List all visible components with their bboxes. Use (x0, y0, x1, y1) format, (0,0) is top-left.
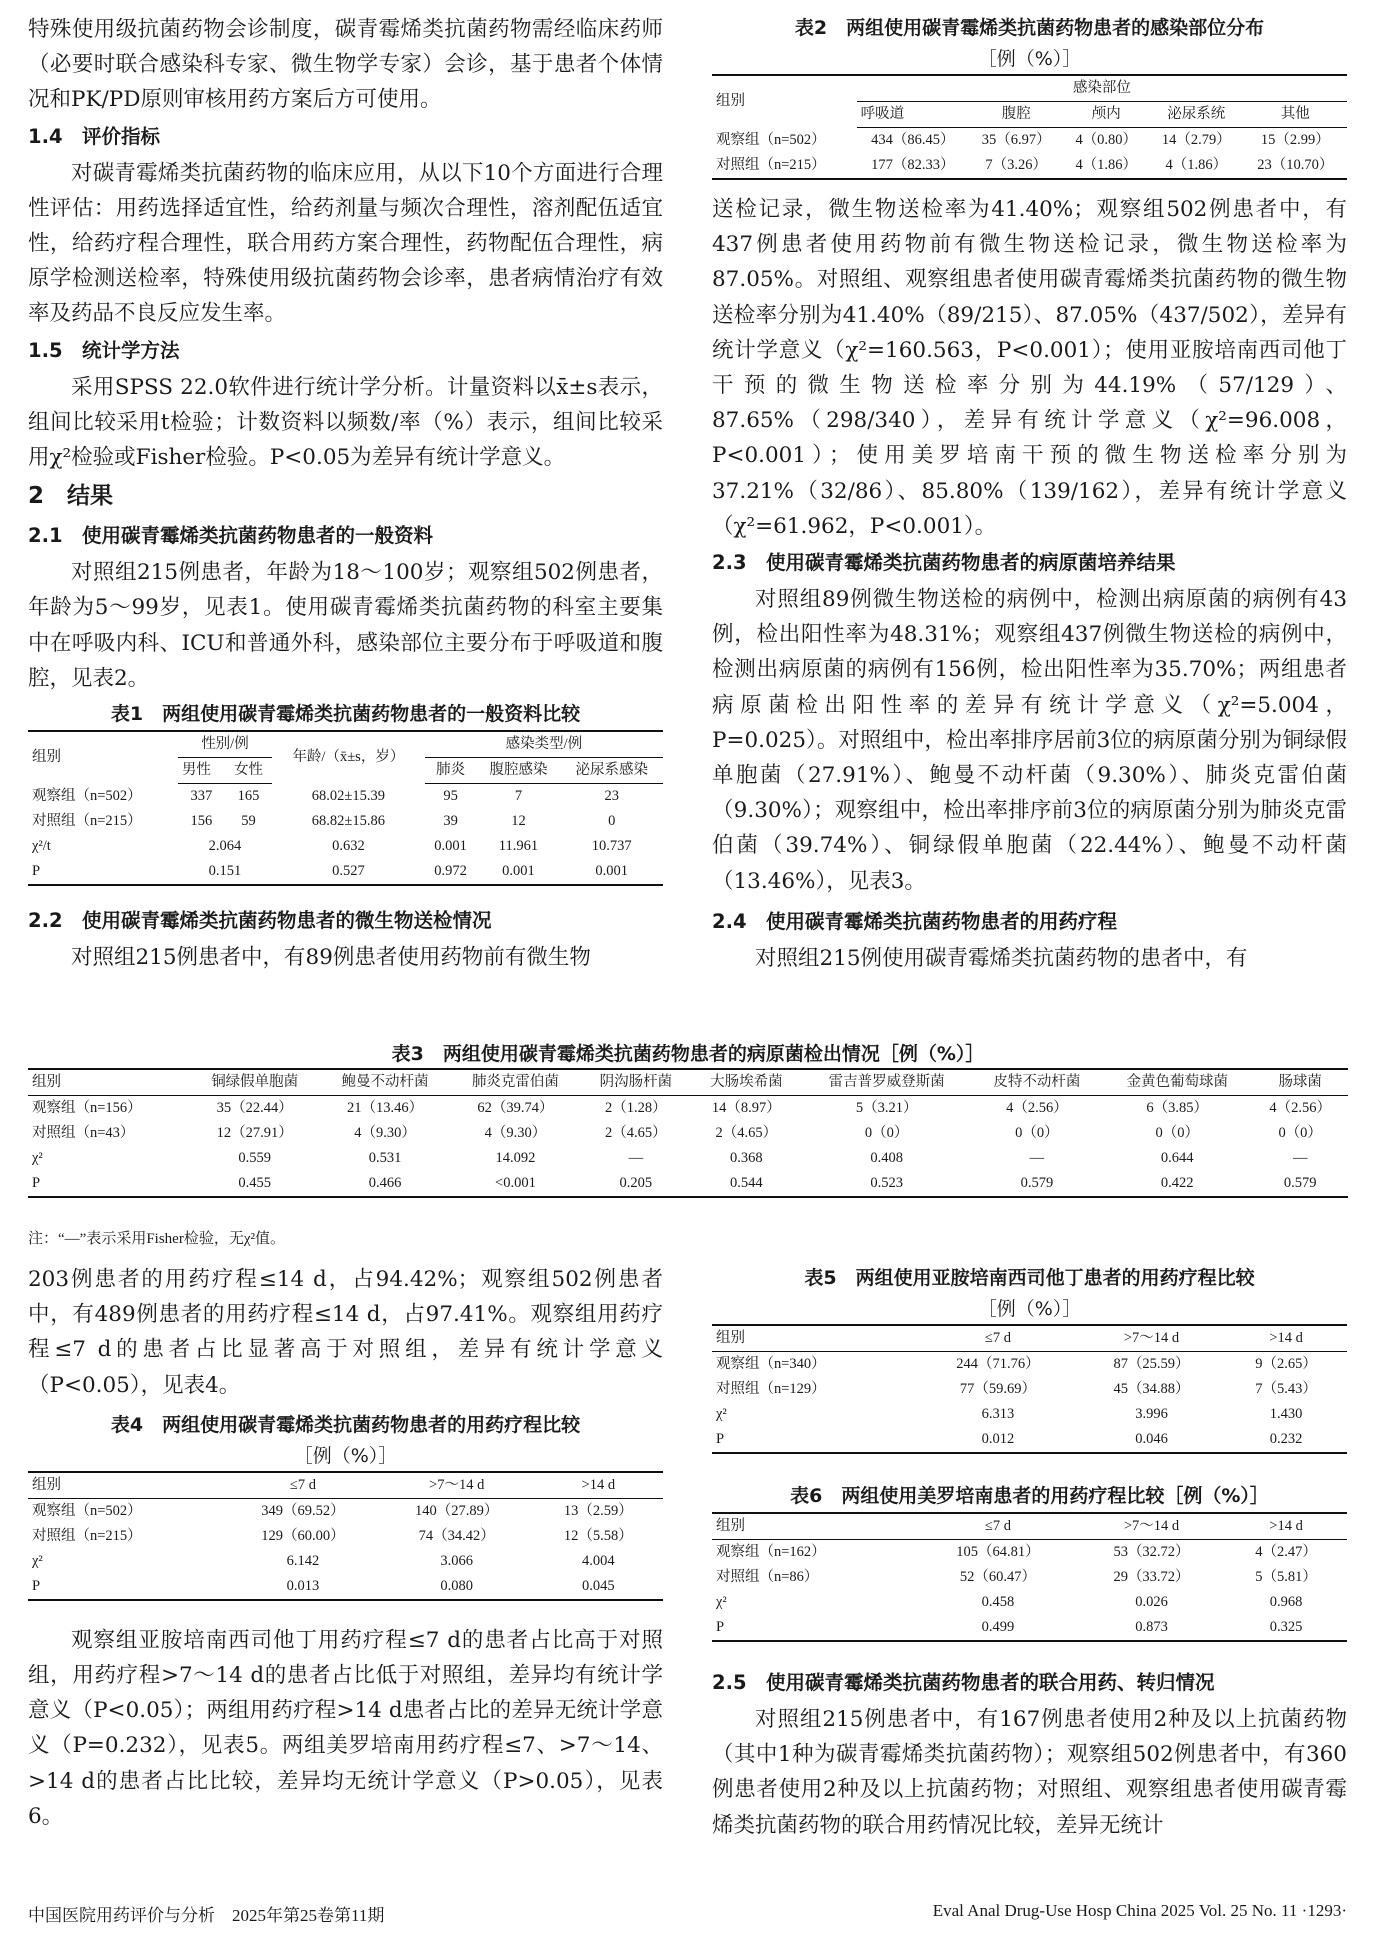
table-cell: 4（0.80） (1075, 132, 1138, 148)
table-row (28, 834, 663, 859)
table-row (712, 1615, 1347, 1641)
table-cell: 62（39.74） (477, 1100, 554, 1116)
paragraph: 对照组215例患者中，有89例患者使用药物前有微生物 (71, 945, 591, 971)
table2-unit: ［例（%）］ (977, 48, 1082, 70)
table-header: >14 d (1225, 1513, 1347, 1540)
footer-journal: 中国医院用药评价与分析 2025年第25卷第11期 (28, 1906, 385, 1925)
table-cell: 观察组（n=502） (32, 1502, 142, 1519)
table-cell: 165 (237, 788, 260, 805)
table-cell: 68.82±15.86 (311, 813, 385, 830)
table-header: 组别 (28, 1472, 226, 1499)
table-cell: 0.012 (918, 1427, 1078, 1453)
table4 (28, 1471, 663, 1601)
table-cell: 3.066 (440, 1552, 474, 1569)
table-cell: 0（0） (1015, 1125, 1059, 1141)
table-cell: 观察组（n=502） (32, 787, 142, 804)
table-cell: 0.046 (1078, 1427, 1225, 1453)
table-cell: χ²/t (32, 838, 51, 855)
table-cell: 77（59.69） (959, 1381, 1036, 1397)
table-header: 雷吉普罗威登斯菌 (802, 1069, 972, 1096)
table-cell: 52（60.47） (959, 1569, 1036, 1585)
table-cell: 2.064 (208, 838, 242, 855)
table-cell: 0.559 (238, 1150, 271, 1166)
table-header: 颅内 (1063, 102, 1149, 128)
table-row (28, 784, 663, 810)
table-cell: 7 (514, 788, 523, 805)
table-header: 肺炎克雷伯菌 (450, 1069, 580, 1096)
table-cell: — (1292, 1150, 1308, 1166)
paragraph: 对碳青霉烯类抗菌药物的临床应用，从以下10个方面进行合理性评估：用药选择适宜性，给药剂量与频次合理性，溶剂配伍适宜性，给药疗程合理性，联合用药方案合理性，药物配伍合理性，病原学检测送检率，特殊使用级抗菌药物会诊率，患者病情治疗有效率及药品不良反应发生率。 (28, 160, 663, 327)
paragraph: 特殊使用级抗菌药物会诊制度，碳青霉烯类抗菌药物需经临床药师（必要时联合感染科专家、微生物学专家）会诊，基于患者个体情况和PK/PD原则审核用药方案后方可使用。 (28, 17, 663, 113)
table-header: 肺炎 (425, 758, 477, 784)
table-header: 组别 (28, 731, 178, 784)
table-cell: 6（3.85） (1146, 1100, 1209, 1116)
table-cell: 68.02±15.39 (311, 787, 385, 804)
table-cell: 35（6.97） (981, 132, 1051, 148)
table-header: 感染类型/例 (425, 731, 663, 758)
table6-caption: 表6 两组使用美罗培南患者的用药疗程比较［例（%）］ (790, 1485, 1269, 1507)
table-cell: 15（2.99） (1260, 132, 1330, 148)
table-cell: 0.632 (332, 838, 365, 855)
table-cell: 74（34.42） (418, 1527, 495, 1544)
table-header: 组别 (28, 1069, 190, 1096)
table-cell: 14（2.79） (1161, 132, 1231, 148)
table-row (28, 1574, 663, 1600)
table-cell: 0（0） (1278, 1125, 1322, 1141)
table-cell: 0.455 (190, 1171, 320, 1197)
table-cell: 2（4.65） (605, 1125, 667, 1141)
table-cell: 129（60.00） (261, 1527, 345, 1544)
table-cell: 244（71.76） (956, 1356, 1040, 1372)
table-cell: 0.013 (226, 1574, 380, 1600)
table-cell: 0.644 (1160, 1150, 1194, 1166)
table4-unit: ［例（%）］ (293, 1444, 398, 1467)
table-cell: 观察组（n=502） (716, 131, 826, 148)
table-header: >7～14 d (380, 1472, 534, 1499)
table-header: 铜绿假单胞菌 (190, 1069, 320, 1096)
table-cell: 0 (608, 813, 616, 830)
table-cell: 4（2.56） (1006, 1100, 1068, 1116)
table-cell: 对照组（n=215） (712, 153, 857, 179)
paragraph: 对照组215例患者，年龄为18～100岁；观察组502例患者，年龄为5～99岁，见表1。使用碳青霉烯类抗菌药物的科室主要集中在呼吸内科、ICU和普通外科，感染部位主要分布于呼吸道和腹腔，见表2。 (28, 560, 663, 691)
table-cell: P (28, 1574, 226, 1600)
table-cell: 2（1.28） (605, 1100, 667, 1116)
left-column (28, 12, 663, 975)
table-cell: 4.004 (581, 1552, 615, 1569)
table5-caption: 表5 两组使用亚胺培南西司他丁患者的用药疗程比较 (804, 1267, 1255, 1289)
table-row (28, 859, 663, 885)
table-cell: 对照组（n=86） (716, 1569, 819, 1585)
table-cell: χ² (32, 1552, 43, 1569)
paragraph: 对照组215例患者中，有167例患者使用2种及以上抗菌药物（其中1种为碳青霉烯类抗菌药物）；观察组502例患者中，有360例患者使用2种及以上抗菌药物；对照组、观察组患者使用碳青霉烯类抗菌药物的联合用药情况比较，差异无统计 (712, 1707, 1347, 1838)
table-cell: — (1029, 1150, 1045, 1166)
table5-unit: ［例（%）］ (977, 1298, 1082, 1320)
table-cell: 0.001 (560, 859, 663, 885)
table-header: 组别 (712, 1325, 918, 1352)
paragraph: 对照组89例微生物送检的病例中，检测出病原菌的病例有43例，检出阳性率为48.31%；观察组437例微生物送检的病例中，检测出病原菌的病例有156例，检出阳性率为35.70%；两组患者病原菌检出阳性率的差异有统计学意义（χ²=5.004，P=0.025）。对照组中，检出率排序居前3位的病原菌分别为铜绿假单胞菌（27.91%）、鲍曼不动杆菌（9.30%）、肺炎克雷伯菌（9.30%）；观察组中，检出率排序前3位的病原菌分别为肺炎克雷伯菌（39.74%）、铜绿假单胞菌（22.44%）、鲍曼不动杆菌（13.46%），见表3。 (712, 587, 1347, 894)
table-cell: 对照组（n=215） (32, 813, 142, 830)
section-heading: 2.5 使用碳青霉烯类抗菌药物患者的联合用药、转归情况 (712, 1671, 1215, 1694)
table4-caption: 表4 两组使用碳青霉烯类抗菌药物患者的用药疗程比较 (110, 1413, 581, 1436)
table-cell: 0.232 (1225, 1427, 1347, 1453)
table-cell: 10.737 (591, 838, 632, 855)
table-header: ≤7 d (918, 1325, 1078, 1352)
table-cell: P (712, 1427, 918, 1453)
table-cell: 87（25.59） (1113, 1356, 1190, 1372)
table3-caption: 表3 两组使用碳青霉烯类抗菌药物患者的病原菌检出情况［例（%）］ (391, 1043, 985, 1065)
table-cell: 0.325 (1225, 1615, 1347, 1641)
table3-note: 注：“—”表示采用Fisher检验，无χ²值。 (28, 1231, 285, 1247)
table-row (28, 1096, 1348, 1122)
table-cell: P (712, 1615, 918, 1641)
table-cell: 3.996 (1135, 1406, 1168, 1422)
table-cell: 29（33.72） (1113, 1569, 1190, 1585)
table-cell: 0.972 (425, 859, 477, 885)
table-cell: 14.092 (495, 1150, 536, 1166)
table-cell: 0.151 (178, 859, 272, 885)
table-cell: 0.544 (691, 1171, 801, 1197)
section-heading: 2.4 使用碳青霉烯类抗菌药物患者的用药疗程 (712, 909, 1118, 933)
table-header: >14 d (1225, 1325, 1347, 1352)
table-cell: 0.368 (730, 1150, 763, 1166)
table-header: 组别 (712, 1513, 918, 1540)
table-row (28, 1549, 663, 1574)
table2-caption: 表2 两组使用碳青霉烯类抗菌药物患者的感染部位分布 (794, 17, 1265, 39)
table-cell: 13（2.59） (563, 1502, 633, 1519)
section-heading: 1.4 评价指标 (28, 124, 161, 148)
table-cell: 14（8.97） (711, 1100, 781, 1116)
table-header: 男性 (178, 758, 225, 784)
table-cell: 0.458 (981, 1594, 1015, 1610)
table-header: 感染部位 (857, 75, 1347, 102)
table-cell: 0.026 (1135, 1594, 1168, 1610)
table-header: 腹腔 (969, 102, 1064, 128)
table-cell: 23（10.70） (1244, 153, 1347, 179)
table-cell: P (28, 859, 178, 885)
table-cell: 5（5.81） (1255, 1569, 1317, 1585)
table-cell: 12 (511, 813, 526, 830)
table-cell: 7（3.26） (969, 153, 1064, 179)
table-cell: 23 (604, 788, 619, 805)
table-cell: 0.968 (1269, 1594, 1303, 1610)
paragraph: 203例患者的用药疗程≤14 d，占94.42%；观察组502例患者中，有489例患者的用药疗程≤14 d，占97.41%。观察组用药疗程≤7 d的患者占比显著高于对照组，差异有统计学意义（P<0.05），见表4。 (28, 1267, 663, 1398)
table-cell: 21（13.46） (347, 1100, 424, 1116)
table-cell: 4（1.86） (1063, 153, 1149, 179)
table-cell: 12（27.91） (216, 1125, 293, 1141)
table-header: 年龄/（x̄±s，岁） (272, 731, 425, 784)
section-heading: 2.2 使用碳青霉烯类抗菌药物患者的微生物送检情况 (28, 909, 492, 933)
table-cell: 0.045 (534, 1574, 663, 1600)
table-cell: χ² (32, 1150, 43, 1166)
table3 (28, 1068, 1348, 1198)
paragraph: 送检记录，微生物送检率为41.40%；观察组502例患者中，有437例患者使用药物前有微生物送检记录，微生物送检率为87.05%。对照组、观察组患者使用碳青霉烯类抗菌药物的微生物送检率分别为41.40%（89/215）、87.05%（437/502），差异有统计学意义（χ²=160.563，P<0.001）；使用亚胺培南西司他丁干预的微生物送检率分别为44.19%（57/129）、87.65%（298/340），差异有统计学意义（χ²=96.008，P<0.001）；使用美罗培南干预的微生物送检率分别为37.21%（32/86）、85.80%（139/162），差异有统计学意义（χ²=61.962，P<0.001）。 (712, 197, 1347, 539)
table-cell: 0.422 (1102, 1171, 1252, 1197)
table-header: 组别 (712, 75, 857, 128)
table-cell: 105（64.81） (956, 1544, 1040, 1560)
table-header: 大肠埃希菌 (691, 1069, 801, 1096)
table-cell: 4（9.30） (484, 1125, 547, 1141)
table-header: >14 d (534, 1472, 663, 1499)
table-cell: 对照组（n=215） (32, 1527, 142, 1544)
table-row (712, 1377, 1347, 1402)
table-row (28, 1121, 1348, 1146)
table-header: ≤7 d (226, 1472, 380, 1499)
paragraph: 观察组亚胺培南西司他丁用药疗程≤7 d的患者占比高于对照组，用药疗程>7～14 d的患者占比低于对照组，差异均有统计学意义（P<0.05）；两组用药疗程>14 d患者占比的差异无统计学意义（P=0.232），见表5。两组美罗培南用药疗程≤7、>7～14、>14 d的患者占比比较，差异均无统计学意义（P>0.05），见表6。 (28, 1627, 663, 1829)
paragraph: 采用SPSS 22.0软件进行统计学分析。计量资料以x̄±s表示，组间比较采用t检验；计数资料以频数/率（%）表示，组间比较采用χ²检验或Fisher检验。P<0.05为差异有统计学意义。 (28, 374, 663, 471)
lower-left-column (28, 1262, 663, 1834)
table2 (712, 74, 1347, 180)
table-cell: 对照组（n=43） (32, 1125, 135, 1141)
table-cell: 7（5.43） (1255, 1381, 1317, 1397)
section-heading: 2.3 使用碳青霉烯类抗菌药物患者的病原菌培养结果 (712, 551, 1176, 575)
table-cell: 5（3.21） (855, 1100, 918, 1116)
table-cell: 0.408 (870, 1150, 903, 1166)
table-cell: 0.579 (972, 1171, 1102, 1197)
table-cell: 0.205 (581, 1171, 691, 1197)
table-header: 女性 (225, 758, 272, 784)
table-cell: 1.430 (1269, 1406, 1303, 1422)
paragraph: 对照组215例使用碳青霉烯类抗菌药物的患者中，有 (755, 945, 1248, 971)
table1-caption: 表1 两组使用碳青霉烯类抗菌药物患者的一般资料比较 (110, 703, 581, 726)
table-header: 鲍曼不动杆菌 (320, 1069, 450, 1096)
section-heading: 2.1 使用碳青霉烯类抗菌药物患者的一般资料 (28, 524, 434, 548)
table-cell: 39 (443, 813, 458, 830)
table-row (712, 153, 1347, 179)
table-row (28, 1524, 663, 1549)
table-cell: 0.873 (1078, 1615, 1225, 1641)
table-cell: <0.001 (450, 1171, 580, 1197)
footer-page: Eval Anal Drug-Use Hosp China 2025 Vol. 25 No. 11 ·1293· (932, 1901, 1347, 1920)
table-cell: P (28, 1171, 190, 1197)
table-cell: 9（2.65） (1255, 1356, 1317, 1372)
table-cell: 95 (443, 788, 458, 805)
right-column (712, 12, 1347, 976)
table-cell: 0.579 (1252, 1171, 1348, 1197)
table-row (28, 809, 663, 834)
table-header: ≤7 d (918, 1513, 1078, 1540)
table-cell: 4（9.30） (354, 1125, 416, 1141)
table-cell: 59 (241, 813, 256, 830)
table-cell: 对照组（n=129） (716, 1381, 826, 1397)
table-header: 呼吸道 (857, 102, 969, 128)
section-heading: 2 结果 (28, 483, 114, 510)
table-cell: 0（0） (864, 1125, 909, 1141)
table-row (712, 1540, 1347, 1566)
table-cell: 观察组（n=162） (716, 1544, 826, 1560)
table-row (28, 1171, 1348, 1197)
table-cell: 0.523 (802, 1171, 972, 1197)
table-cell: 0.527 (272, 859, 425, 885)
table-cell: 4（2.47） (1255, 1544, 1317, 1560)
table-cell: 0.466 (320, 1171, 450, 1197)
table-cell: 2（4.65） (715, 1125, 778, 1141)
table-row (712, 1427, 1347, 1453)
table-cell: 0.531 (368, 1150, 402, 1166)
table-cell: 0.499 (918, 1615, 1078, 1641)
table-header: 泌尿系统 (1149, 102, 1244, 128)
table-header: 其他 (1244, 102, 1347, 128)
table-cell: 观察组（n=340） (716, 1356, 826, 1372)
table-cell: 349（69.52） (261, 1502, 345, 1519)
table-header: 腹腔感染 (476, 758, 560, 784)
table-cell: 观察组（n=156） (32, 1100, 142, 1116)
table-row (28, 1498, 663, 1524)
table-cell: 45（34.88） (1113, 1381, 1190, 1397)
table-cell: 0.001 (476, 859, 560, 885)
table3-block (28, 1040, 1348, 1198)
table5 (712, 1324, 1347, 1454)
table-header: 泌尿系感染 (560, 758, 663, 784)
table-cell: 0.080 (380, 1574, 534, 1600)
table-cell: 11.961 (498, 838, 539, 855)
table-row (712, 1590, 1347, 1615)
table-cell: 6.313 (981, 1406, 1015, 1422)
table-row (712, 1565, 1347, 1590)
section-heading: 1.5 统计学方法 (28, 338, 180, 362)
table-header: >7～14 d (1078, 1325, 1225, 1352)
table-row (28, 1146, 1348, 1171)
table1 (28, 730, 663, 886)
table-cell: 6.142 (286, 1552, 320, 1569)
table-row (712, 128, 1347, 154)
table-cell: 12（5.58） (563, 1527, 633, 1544)
table-row (712, 1402, 1347, 1427)
table-cell: 337 (190, 788, 213, 805)
table-header: 皮特不动杆菌 (972, 1069, 1102, 1096)
table6 (712, 1512, 1347, 1642)
table-cell: 177（82.33） (857, 153, 969, 179)
table-cell: 4（2.56） (1269, 1100, 1331, 1116)
table-header: 阴沟肠杆菌 (581, 1069, 691, 1096)
table-header: 肠球菌 (1252, 1069, 1348, 1096)
table-header: >7～14 d (1078, 1513, 1225, 1540)
table-cell: 0.001 (434, 838, 467, 855)
lower-right-column (712, 1262, 1347, 1843)
table-cell: χ² (716, 1406, 727, 1422)
table-cell: — (628, 1150, 644, 1166)
table-cell: 4（1.86） (1149, 153, 1244, 179)
table-cell: 156 (190, 813, 213, 830)
table-cell: 434（86.45） (871, 132, 955, 148)
table-row (712, 1352, 1347, 1378)
table-cell: 0（0） (1155, 1125, 1199, 1141)
table-cell: 35（22.44） (216, 1100, 293, 1116)
table-header: 金黄色葡萄球菌 (1102, 1069, 1252, 1096)
table-cell: 53（32.72） (1113, 1544, 1190, 1560)
table-header: 性别/例 (178, 731, 272, 758)
table-cell: 140（27.89） (415, 1502, 499, 1519)
table-cell: χ² (716, 1594, 727, 1610)
